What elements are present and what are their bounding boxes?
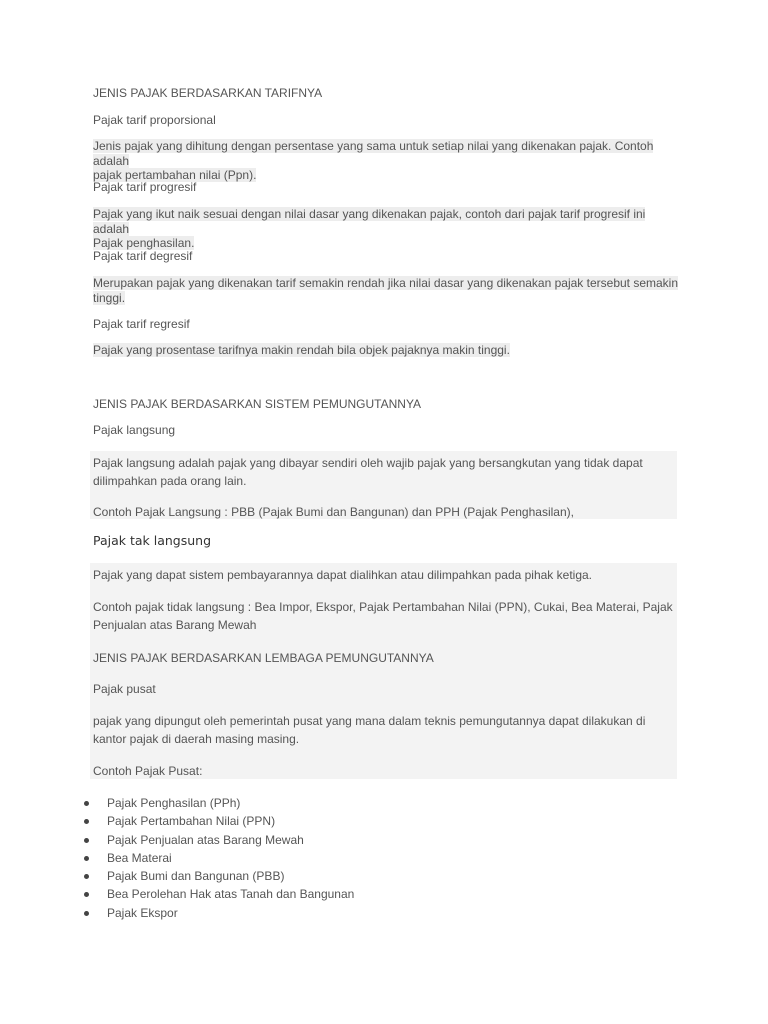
- list-item: Pajak Pertambahan Nilai (PPN): [78, 812, 354, 830]
- bullet-icon: [84, 892, 89, 897]
- list-item: Bea Perolehan Hak atas Tanah dan Bangunan: [78, 885, 354, 903]
- list-item: Pajak Ekspor: [78, 904, 354, 922]
- pajak-pusat-desc: pajak yang dipungut oleh pemerintah pusat yang mana dalam teknis pemungutannya dapat dilakukan di kantor pajak di daerah masing masing.: [93, 714, 646, 746]
- bullet-icon: [84, 911, 89, 916]
- item-title-regresif: Pajak tarif regresif: [93, 317, 190, 331]
- item-title-proporsional: Pajak tarif proporsional: [93, 113, 216, 127]
- pajak-tak-langsung-example: Contoh pajak tidak langsung : Bea Impor, Ekspor, Pajak Pertambahan Nilai (PPN), Cukai, Bea Materai, Pajak Penjualan atas Barang Mewah: [93, 600, 673, 632]
- bullet-icon: [84, 819, 89, 824]
- pajak-pusat-examples-label: Contoh Pajak Pusat:: [93, 764, 203, 778]
- item-desc-regresif: Pajak yang prosentase tarifnya makin rendah bila objek pajaknya makin tinggi.: [93, 343, 510, 357]
- bullet-icon: [84, 874, 89, 879]
- pajak-pusat-title: Pajak pusat: [93, 682, 156, 696]
- section-heading-tarif: JENIS PAJAK BERDASARKAN TARIFNYA: [93, 86, 323, 100]
- bullet-icon: [84, 856, 89, 861]
- item-title-degresif: Pajak tarif degresif: [93, 249, 193, 263]
- list-item: Pajak Bumi dan Bangunan (PBB): [78, 867, 354, 885]
- item-title-progresif: Pajak tarif progresif: [93, 180, 197, 194]
- pajak-tak-langsung-title: Pajak tak langsung: [93, 533, 212, 548]
- pajak-pusat-list: [78, 794, 354, 922]
- item-desc-degresif: Merupakan pajak yang dikenakan tarif semakin rendah jika nilai dasar yang dikenakan pajak tersebut semakin tinggi.: [93, 276, 679, 305]
- list-item: Bea Materai: [78, 849, 354, 867]
- bullet-icon: [84, 838, 89, 843]
- list-item: Pajak Penjualan atas Barang Mewah: [78, 831, 354, 849]
- pajak-langsung-example: Contoh Pajak Langsung : PBB (Pajak Bumi dan Bangunan) dan PPH (Pajak Penghasilan),: [93, 505, 574, 519]
- item-desc-proporsional: Jenis pajak yang dihitung dengan persentase yang sama untuk setiap nilai yang dikenakan pajak. Contoh adalah pajak pertambahan nilai (Ppn).: [93, 139, 654, 182]
- pajak-tak-langsung-desc: Pajak yang dapat sistem pembayarannya dapat dialihkan atau dilimpahkan pada pihak ketiga.: [93, 568, 592, 582]
- section-heading-sistem: JENIS PAJAK BERDASARKAN SISTEM PEMUNGUTANNYA: [93, 397, 422, 411]
- bullet-icon: [84, 801, 89, 806]
- section-heading-lembaga: JENIS PAJAK BERDASARKAN LEMBAGA PEMUNGUTANNYA: [93, 651, 434, 665]
- list-item: Pajak Penghasilan (PPh): [78, 794, 354, 812]
- pajak-langsung-desc: Pajak langsung adalah pajak yang dibayar sendiri oleh wajib pajak yang bersangkutan yang tidak dapat dilimpahkan pada orang lain.: [93, 456, 643, 488]
- item-desc-progresif: Pajak yang ikut naik sesuai dengan nilai dasar yang dikenakan pajak, contoh dari pajak tarif progresif ini adalah Pajak penghasilan.: [93, 207, 646, 250]
- pajak-langsung-title: Pajak langsung: [93, 423, 176, 437]
